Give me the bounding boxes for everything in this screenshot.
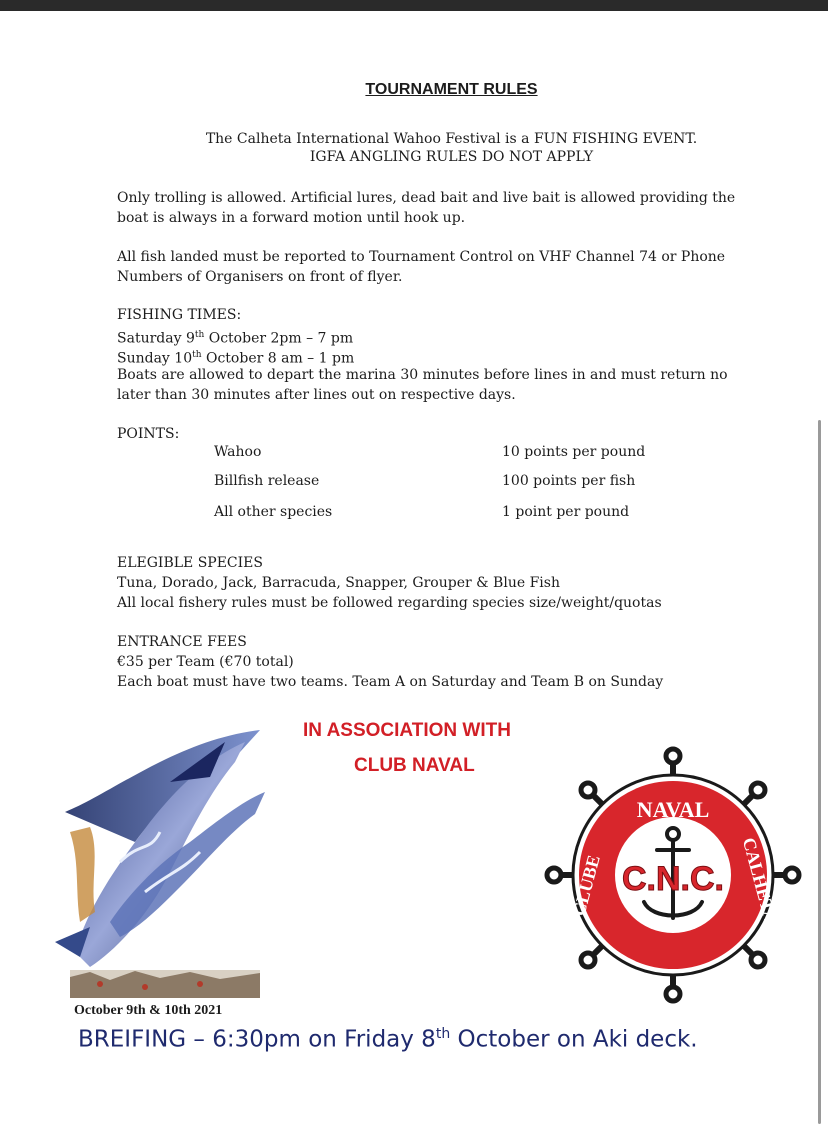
- sunday-times: Sunday 10th October 8 am – 1 pm: [117, 350, 355, 367]
- logo-center-text: C.N.C.: [622, 860, 724, 898]
- points-value-other: 1 point per pound: [502, 504, 630, 520]
- page-title: TOURNAMENT RULES: [365, 81, 538, 98]
- intro-line-1: The Calheta International Wahoo Festival is a FUN FISHING EVENT.: [205, 131, 698, 147]
- points-value-wahoo: 10 points per pound: [502, 444, 646, 460]
- points-species-wahoo: Wahoo: [214, 444, 262, 460]
- trolling-rule-line-2: boat is always in a forward motion until hook up.: [117, 210, 466, 226]
- association-line-2: CLUB NAVAL: [354, 755, 475, 776]
- logo-right-text: CALHETA: [738, 835, 781, 926]
- briefing-line: BREIFING – 6:30pm on Friday 8th October on Aki deck.: [78, 1026, 698, 1053]
- logo-top-text: NAVAL: [636, 797, 710, 822]
- points-value-billfish: 100 points per fish: [502, 473, 636, 489]
- fishing-times-heading: FISHING TIMES:: [117, 307, 242, 323]
- association-line-1: IN ASSOCIATION WITH: [303, 720, 511, 741]
- landed-rule-line-1: All fish landed must be reported to Tournament Control on VHF Channel 74 or Phone: [117, 249, 726, 265]
- boats-rule-line-1: Boats are allowed to depart the marina 30 minutes before lines in and must return no: [117, 367, 728, 383]
- species-list: Tuna, Dorado, Jack, Barracuda, Snapper, Grouper & Blue Fish: [117, 575, 560, 591]
- logo-left-text: CLUBE: [568, 852, 604, 918]
- intro-line-2: IGFA ANGLING RULES DO NOT APPLY: [309, 149, 594, 165]
- scrollbar[interactable]: [818, 420, 821, 1124]
- club-naval-logo: [540, 742, 806, 1008]
- top-status-bar: [0, 0, 828, 11]
- species-rules: All local fishery rules must be followed regarding species size/weight/quotas: [117, 595, 662, 611]
- marlin-fish-illustration: [50, 722, 272, 1002]
- fees-teams: Each boat must have two teams. Team A on Saturday and Team B on Sunday: [117, 674, 664, 690]
- fees-price: €35 per Team (€70 total): [117, 654, 294, 670]
- fees-heading: ENTRANCE FEES: [117, 634, 247, 650]
- event-dates: October 9th & 10th 2021: [74, 1003, 223, 1018]
- trolling-rule-line-1: Only trolling is allowed. Artificial lures, dead bait and live bait is allowed providing the: [117, 190, 736, 206]
- points-species-billfish: Billfish release: [214, 473, 320, 489]
- points-heading: POINTS:: [117, 426, 180, 442]
- saturday-times: Saturday 9th October 2pm – 7 pm: [117, 330, 354, 347]
- species-heading: ELEGIBLE SPECIES: [117, 555, 263, 571]
- landed-rule-line-2: Numbers of Organisers on front of flyer.: [117, 269, 403, 285]
- points-species-other: All other species: [214, 504, 333, 520]
- boats-rule-line-2: later than 30 minutes after lines out on respective days.: [117, 387, 516, 403]
